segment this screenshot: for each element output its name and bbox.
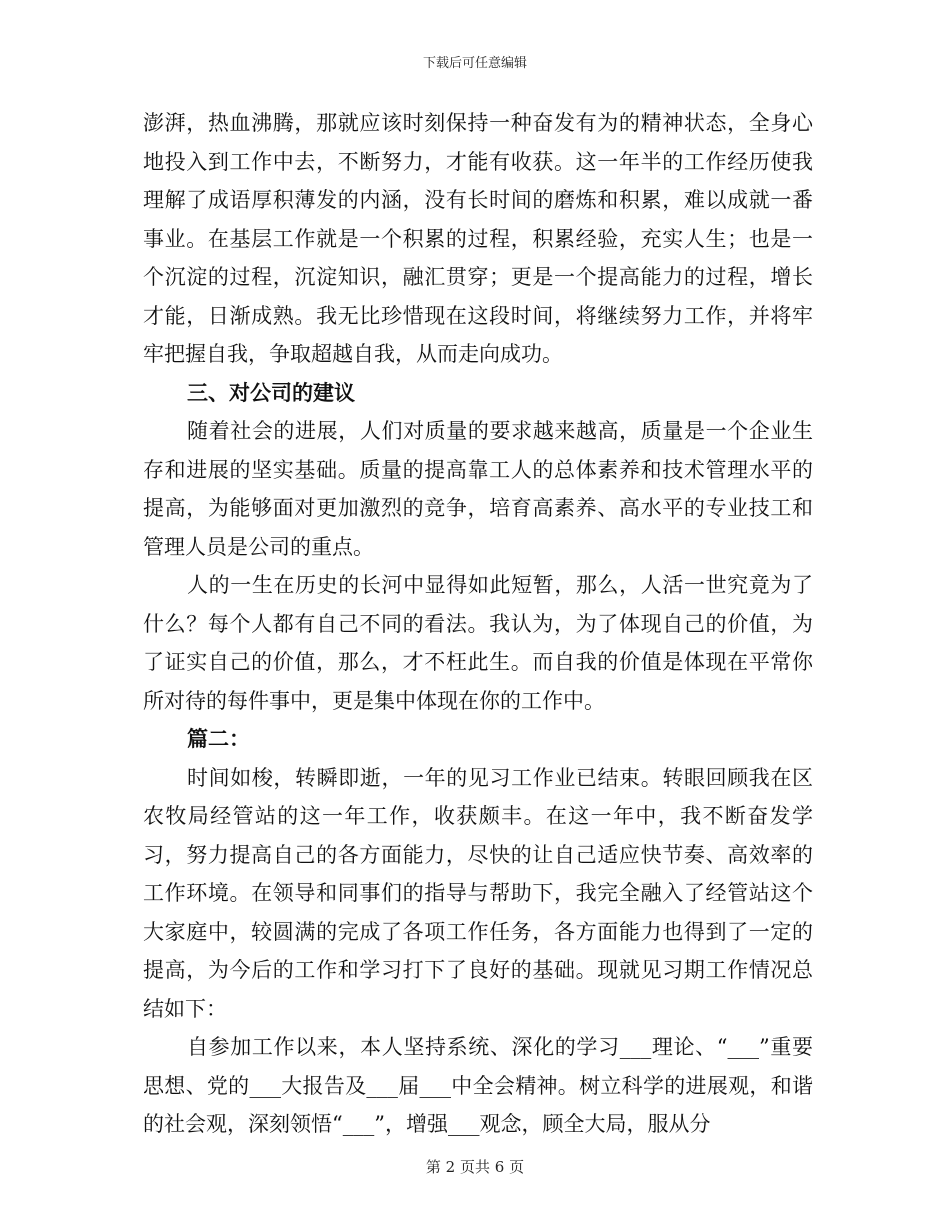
page-footer-page-number: 第 2 页共 6 页 bbox=[425, 1158, 525, 1176]
page-header: 下载后可任意编辑 bbox=[422, 56, 527, 71]
section-heading-part-two: 篇二： bbox=[187, 726, 250, 751]
section-heading-suggestions: 三、对公司的建议 bbox=[187, 379, 355, 405]
paragraph-study: 自参加工作以来，本人坚持系统、深化的学习___理论、“___”重要思想、党的___大报告及___届___中全会精神。树立科学的进展观，和谐的社会观，深刻领悟“___”，增强___观念，顾全大局，服从分 bbox=[143, 1035, 813, 1136]
paragraph-life-value: 人的一生在历史的长河中显得如此短暂，那么，人活一世究竟为了什么？每个人都有自己不同的看法。我认为，为了体现自己的价值，为了证实自己的价值，那么，才不枉此生。而自我的价值是体现在平常你所对待的每件事中，更是集中体现在你的工作中。 bbox=[143, 573, 813, 713]
paragraph-quality: 随着社会的进展，人们对质量的要求越来越高，质量是一个企业生存和进展的坚实基础。质量的提高靠工人的总体素养和技术管理水平的提高，为能够面对更加激烈的竞争，培育高素养、高水平的专业技工和管理人员是公司的重点。 bbox=[143, 419, 813, 559]
paragraph-continuation: 澎湃，热血沸腾，那就应该时刻保持一种奋发有为的精神状态，全身心地投入到工作中去，不断努力，才能有收获。这一年半的工作经历使我理解了成语厚积薄发的内涵，没有长时间的磨炼和积累，难以成就一番事业。在基层工作就是一个积累的过程，积累经验，充实人生；也是一个沉淀的过程，沉淀知识，融汇贯穿；更是一个提高能力的过程，增长才能，日渐成熟。我无比珍惜现在这段时间，将继续努力工作，并将牢牢把握自我，争取超越自我，从而走向成功。 bbox=[143, 111, 813, 366]
document-body bbox=[143, 104, 813, 1144]
paragraph-internship-review: 时间如梭，转瞬即逝，一年的见习工作业已结束。转眼回顾我在区农牧局经管站的这一年工作，收获颇丰。在这一年中，我不断奋发学习，努力提高自己的各方面能力，尽快的让自己适应快节奏、高效率的工作环境。在领导和同事们的指导与帮助下，我完全融入了经管站这个大家庭中，较圆满的完成了各项工作任务，各方面能力也得到了一定的提高，为今后的工作和学习打下了良好的基础。现就见习期工作情况总结如下： bbox=[143, 765, 813, 1021]
